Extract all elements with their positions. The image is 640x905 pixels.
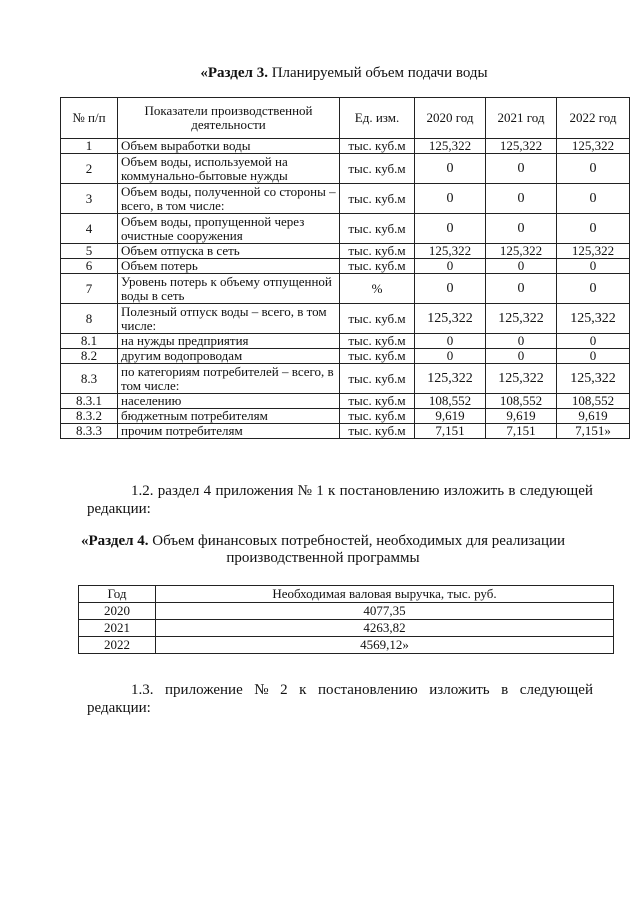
- row-value-2021: 125,322: [486, 139, 557, 154]
- word: в: [501, 682, 509, 698]
- row-num: 8.3.2: [61, 409, 118, 424]
- paragraph-1-2-line-1: [87, 482, 593, 500]
- row-value-2020: 125,322: [415, 244, 486, 259]
- row-num: 8.3.3: [61, 424, 118, 439]
- paragraph-1-3-line-2: редакции:: [87, 700, 151, 716]
- row-value-2021: 0: [486, 184, 557, 214]
- table-row: [61, 424, 630, 439]
- row-num: 6: [61, 259, 118, 274]
- section-4-title: Объем финансовых потребностей, необходимых для реализации: [152, 533, 566, 549]
- row-value-2021: 125,322: [486, 304, 557, 334]
- row-value-2020: 9,619: [415, 409, 486, 424]
- row-value-2022: 7,151»: [557, 424, 630, 439]
- table-row: [61, 394, 630, 409]
- revenue-row: [79, 637, 614, 654]
- row-indicator: на нужды предприятия: [118, 334, 340, 349]
- header-num: № п/п: [61, 98, 118, 139]
- row-unit: тыс. куб.м: [340, 349, 415, 364]
- word: 2: [280, 682, 288, 698]
- row-unit: тыс. куб.м: [340, 154, 415, 184]
- row-value-2020: 125,322: [415, 364, 486, 394]
- row-unit: тыс. куб.м: [340, 364, 415, 394]
- row-value-2022: 0: [557, 214, 630, 244]
- row-value-2021: 7,151: [486, 424, 557, 439]
- row-num: 7: [61, 274, 118, 304]
- word: 4: [203, 483, 212, 499]
- table-row: [61, 139, 630, 154]
- row-value-2020: 0: [415, 259, 486, 274]
- row-value-2020: 0: [415, 214, 486, 244]
- row-unit: тыс. куб.м: [340, 244, 415, 259]
- row-value-2020: 0: [415, 184, 486, 214]
- row-value-2020: 125,322: [415, 304, 486, 334]
- row-unit: тыс. куб.м: [340, 214, 415, 244]
- word: изложить: [443, 483, 505, 499]
- first-word-group: [87, 681, 154, 699]
- word: постановлению: [317, 682, 418, 698]
- row-indicator: прочим потребителям: [118, 424, 340, 439]
- paragraph-1-3-line-1: [87, 681, 593, 699]
- row-indicator: Уровень потерь к объему отпущенной воды в сеть: [118, 274, 340, 304]
- revenue-value: 4077,35: [156, 603, 614, 620]
- revenue-row: [79, 620, 614, 637]
- header-2021: 2021 год: [486, 98, 557, 139]
- header-revenue: Необходимая валовая выручка, тыс. руб.: [156, 586, 614, 603]
- row-value-2022: 0: [557, 184, 630, 214]
- word: 1: [316, 483, 324, 499]
- table-row: [61, 154, 630, 184]
- revenue-value: 4263,82: [156, 620, 614, 637]
- row-value-2022: 125,322: [557, 304, 630, 334]
- row-value-2021: 125,322: [486, 364, 557, 394]
- water-supply-table: [60, 97, 630, 439]
- header-2020: 2020 год: [415, 98, 486, 139]
- row-value-2021: 9,619: [486, 409, 557, 424]
- row-indicator: другим водопроводам: [118, 349, 340, 364]
- row-value-2022: 0: [557, 349, 630, 364]
- word: следующей: [519, 682, 593, 698]
- first-word-group: [87, 482, 154, 500]
- row-value-2020: 0: [415, 334, 486, 349]
- row-num: 5: [61, 244, 118, 259]
- table-header-row: [61, 98, 630, 139]
- row-num: 3: [61, 184, 118, 214]
- section-3-heading: [0, 65, 640, 82]
- row-value-2021: 0: [486, 349, 557, 364]
- word: 1.2.: [131, 483, 154, 499]
- row-value-2021: 125,322: [486, 244, 557, 259]
- row-unit: тыс. куб.м: [340, 259, 415, 274]
- row-value-2020: 0: [415, 154, 486, 184]
- row-unit: тыс. куб.м: [340, 424, 415, 439]
- row-indicator: Объем воды, пропущенной через очистные сооружения: [118, 214, 340, 244]
- table-row: [61, 274, 630, 304]
- row-unit: тыс. куб.м: [340, 334, 415, 349]
- word: №: [297, 483, 312, 499]
- table-row: [61, 184, 630, 214]
- row-num: 8.1: [61, 334, 118, 349]
- revenue-year: 2020: [79, 603, 156, 620]
- row-value-2021: 0: [486, 334, 557, 349]
- revenue-row: [79, 603, 614, 620]
- row-indicator: по категориям потребителей – всего, в том числе:: [118, 364, 340, 394]
- revenue-table: [78, 585, 614, 654]
- table-row: [61, 244, 630, 259]
- row-value-2022: 0: [557, 154, 630, 184]
- word: следующей: [519, 483, 593, 499]
- table-row: [61, 334, 630, 349]
- header-year: Год: [79, 586, 156, 603]
- row-value-2020: 125,322: [415, 139, 486, 154]
- revenue-header-row: [79, 586, 614, 603]
- row-value-2020: 108,552: [415, 394, 486, 409]
- word: №: [254, 682, 269, 698]
- word: к: [328, 483, 336, 499]
- row-value-2020: 0: [415, 349, 486, 364]
- row-value-2021: 0: [486, 274, 557, 304]
- row-unit: %: [340, 274, 415, 304]
- section-4-heading-line-1: [60, 533, 586, 550]
- row-indicator: Объем потерь: [118, 259, 340, 274]
- revenue-year: 2021: [79, 620, 156, 637]
- row-unit: тыс. куб.м: [340, 184, 415, 214]
- section-4-heading-line-2: производственной программы: [226, 550, 420, 566]
- word: постановлению: [339, 483, 440, 499]
- table-row: [61, 349, 630, 364]
- row-num: 1: [61, 139, 118, 154]
- row-num: 4: [61, 214, 118, 244]
- row-num: 8: [61, 304, 118, 334]
- row-value-2022: 9,619: [557, 409, 630, 424]
- row-value-2022: 0: [557, 259, 630, 274]
- row-unit: тыс. куб.м: [340, 304, 415, 334]
- row-unit: тыс. куб.м: [340, 394, 415, 409]
- row-value-2021: 0: [486, 259, 557, 274]
- row-num: 8.3: [61, 364, 118, 394]
- paragraph-1-2: [87, 482, 593, 518]
- paragraph-1-2-line-2: редакции:: [87, 501, 151, 517]
- row-value-2020: 7,151: [415, 424, 486, 439]
- section-4-label: «Раздел 4.: [80, 533, 149, 549]
- row-indicator: населению: [118, 394, 340, 409]
- table-row: [61, 214, 630, 244]
- row-indicator: Объем воды, используемой на коммунально-бытовые нужды: [118, 154, 340, 184]
- row-value-2022: 0: [557, 334, 630, 349]
- row-indicator: Объем отпуска в сеть: [118, 244, 340, 259]
- row-indicator: Объем воды, полученной со стороны – всего, в том числе:: [118, 184, 340, 214]
- row-value-2021: 0: [486, 154, 557, 184]
- row-num: 8.3.1: [61, 394, 118, 409]
- section-3-label: «Раздел 3.: [200, 65, 268, 81]
- revenue-value: 4569,12»: [156, 637, 614, 654]
- header-unit: Ед. изм.: [340, 98, 415, 139]
- row-value-2022: 125,322: [557, 244, 630, 259]
- row-indicator: бюджетным потребителям: [118, 409, 340, 424]
- table-row: [61, 304, 630, 334]
- section-4-heading: [60, 533, 586, 567]
- row-indicator: Полезный отпуск воды – всего, в том числе:: [118, 304, 340, 334]
- row-unit: тыс. куб.м: [340, 139, 415, 154]
- word: изложить: [429, 682, 490, 698]
- row-value-2022: 125,322: [557, 139, 630, 154]
- row-value-2022: 125,322: [557, 364, 630, 394]
- row-value-2022: 108,552: [557, 394, 630, 409]
- row-unit: тыс. куб.м: [340, 409, 415, 424]
- row-indicator: Объем выработки воды: [118, 139, 340, 154]
- row-value-2021: 108,552: [486, 394, 557, 409]
- row-num: 2: [61, 154, 118, 184]
- table-row: [61, 409, 630, 424]
- word: к: [299, 682, 307, 698]
- word: 1.3.: [131, 682, 154, 698]
- row-value-2020: 0: [415, 274, 486, 304]
- word: приложения: [215, 483, 294, 499]
- table-row: [61, 364, 630, 394]
- row-num: 8.2: [61, 349, 118, 364]
- row-value-2021: 0: [486, 214, 557, 244]
- table-row: [61, 259, 630, 274]
- word: приложение: [165, 682, 243, 698]
- paragraph-1-3: [87, 681, 593, 717]
- section-3-title: Планируемый объем подачи воды: [271, 65, 488, 81]
- header-2022: 2022 год: [557, 98, 630, 139]
- header-indicator: Показатели производственной деятельности: [118, 98, 340, 139]
- row-value-2022: 0: [557, 274, 630, 304]
- word: раздел: [157, 483, 200, 499]
- revenue-year: 2022: [79, 637, 156, 654]
- word: в: [508, 483, 516, 499]
